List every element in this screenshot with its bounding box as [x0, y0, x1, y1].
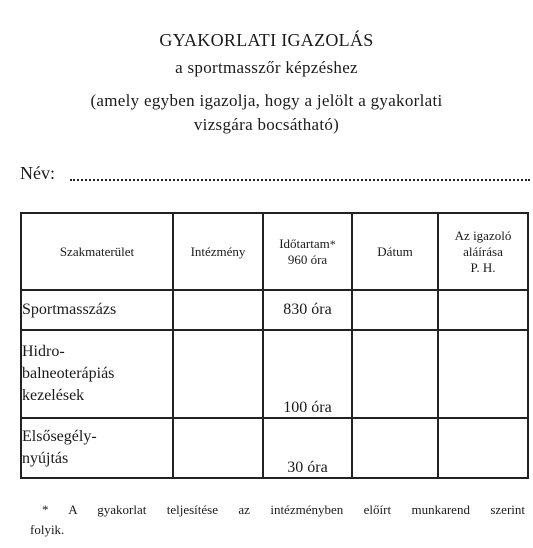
row-area-line: Elsősegély- — [22, 428, 97, 445]
row-date-cell[interactable] — [352, 330, 438, 418]
row-area-hidrobalneoterapias — [21, 330, 173, 418]
row-institution-cell[interactable] — [173, 290, 263, 330]
footnote-line-2: folyik. — [30, 522, 65, 537]
header-date: Dátum — [352, 213, 438, 290]
row-area-line: kezelések — [22, 387, 85, 404]
header-signature-line-3: P. H. — [470, 259, 496, 275]
row-hours: 30 óra — [263, 418, 352, 478]
table-header-row — [21, 213, 528, 290]
footnote-text: A gyakorlat teljesítése az intézményben előírt munkarend szerint — [68, 502, 525, 517]
row-area-line: balneoterápiás — [22, 365, 115, 382]
row-signature-cell[interactable] — [438, 290, 528, 330]
header-signature-line-1: Az igazoló — [454, 227, 512, 243]
footnote-mark: * — [42, 502, 49, 517]
document-note-line-2: vizsgára bocsátható) — [193, 115, 340, 134]
document-subtitle: a sportmasszőr képzéshez — [175, 58, 358, 77]
header-area: Szakmaterület — [21, 213, 173, 290]
row-institution-cell[interactable] — [173, 418, 263, 478]
row-institution-cell[interactable] — [173, 330, 263, 418]
practice-table — [20, 212, 529, 479]
footnote — [30, 500, 525, 540]
name-label: Név: — [20, 163, 55, 183]
row-area-line: nyújtás — [22, 450, 69, 467]
name-dotted-line[interactable] — [70, 179, 530, 181]
row-signature-cell[interactable] — [438, 330, 528, 418]
row-signature-cell[interactable] — [438, 418, 528, 478]
table-row — [21, 330, 528, 418]
header-duration-total: 960 óra — [287, 251, 328, 267]
header-signature-line-2: aláírása — [463, 243, 503, 259]
table-row — [21, 418, 528, 478]
row-date-cell[interactable] — [352, 290, 438, 330]
row-area-elsosegelynyujtas — [21, 418, 173, 478]
footnote-line-1 — [30, 500, 525, 520]
header-signature — [438, 213, 528, 290]
row-area-sportmasszazs: Sportmasszázs — [21, 290, 173, 330]
name-field[interactable] — [20, 163, 530, 185]
row-hours: 100 óra — [263, 330, 352, 418]
document-note-line-1: (amely egyben igazolja, hogy a jelölt a gyakorlati — [90, 91, 443, 110]
table-row — [21, 290, 528, 330]
document-title: GYAKORLATI IGAZOLÁS — [159, 30, 374, 50]
header-duration-mark: * — [329, 236, 336, 251]
header-duration — [263, 213, 352, 290]
header-institution: Intézmény — [173, 213, 263, 290]
row-date-cell[interactable] — [352, 418, 438, 478]
row-area-line: Hidro- — [22, 343, 65, 360]
header-duration-label: Időtartam — [279, 235, 330, 251]
row-hours: 830 óra — [263, 290, 352, 330]
